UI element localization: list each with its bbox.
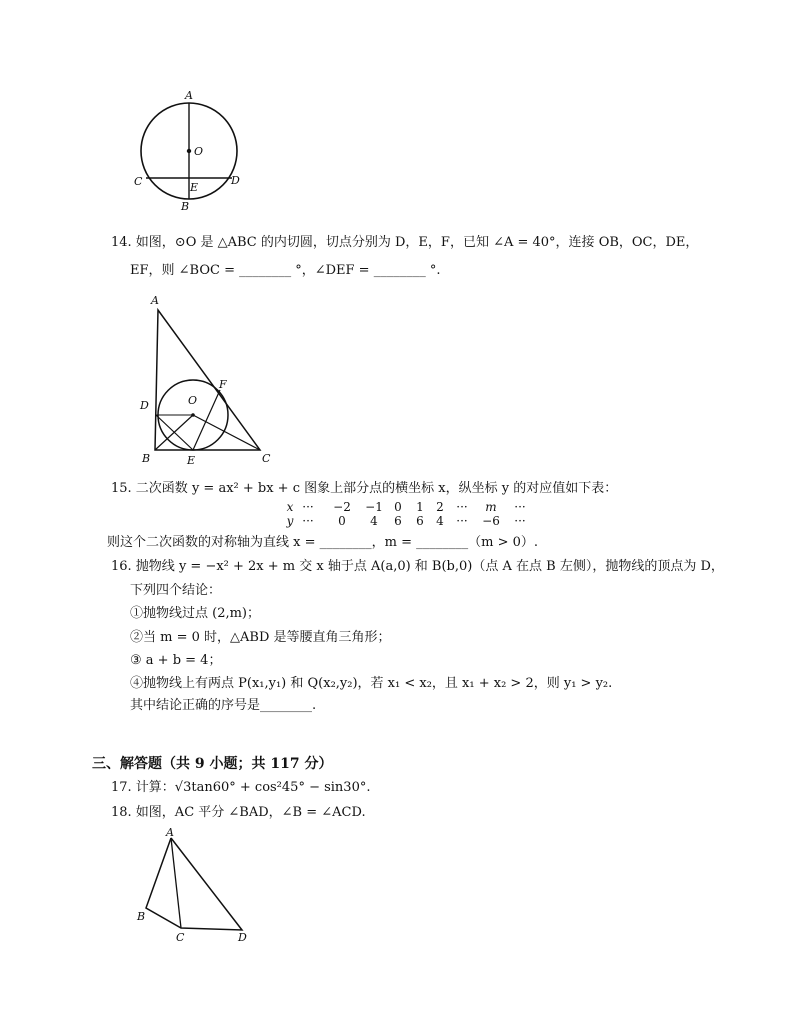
conclusion-1: ①抛物线过点 (2,m)； xyxy=(130,606,261,621)
table-x-cell: m xyxy=(485,500,497,514)
table-y-cell: 4 xyxy=(436,514,444,528)
table-x-cell: ··· xyxy=(302,500,314,514)
label-b: B xyxy=(142,452,151,465)
question-18: 18. 如图，AC 平分 ∠BAD，∠B = ∠ACD. xyxy=(111,805,366,820)
segment-ac xyxy=(171,838,181,928)
table-x-cell: 2 xyxy=(436,500,444,514)
label-c: C xyxy=(262,452,271,465)
table-y-cell: 0 xyxy=(338,514,346,528)
outline-abcd xyxy=(146,838,242,930)
label-d: D xyxy=(231,174,240,187)
label-a: A xyxy=(185,89,193,102)
question-14-line2: EF，则 ∠BOC = ________ °，∠DEF = ________ °. xyxy=(130,263,441,278)
label-b: B xyxy=(137,910,146,923)
question-16-line2: 下列四个结论： xyxy=(130,583,222,598)
label-d: D xyxy=(238,931,247,944)
question-16-line3: 其中结论正确的序号是________. xyxy=(130,698,317,713)
table-y-cell: ··· xyxy=(456,514,468,528)
table-y-cell: −6 xyxy=(482,514,500,528)
label-a: A xyxy=(166,826,174,839)
label-e: E xyxy=(187,454,196,467)
label-b: B xyxy=(181,200,190,213)
table-y-cell: 6 xyxy=(394,514,402,528)
conclusion-2: ②当 m = 0 时，△ABD 是等腰直角三角形； xyxy=(130,630,391,645)
table-x-cell: ··· xyxy=(514,500,526,514)
table-y-cell: y xyxy=(286,514,294,528)
table-x-cell: −2 xyxy=(333,500,351,514)
point-o xyxy=(191,413,195,417)
question-17: 17. 计算：√3tan60° + cos²45° − sin30°. xyxy=(111,780,371,795)
table-x-cell: ··· xyxy=(456,500,468,514)
center-point xyxy=(187,149,191,153)
table-x-cell: −1 xyxy=(365,500,383,514)
figure-circle-chord xyxy=(128,86,248,214)
segment-oc xyxy=(193,415,260,450)
table-y-cell: 4 xyxy=(370,514,378,528)
table-y-cell: 6 xyxy=(416,514,424,528)
label-c: C xyxy=(134,175,143,188)
label-d: D xyxy=(140,399,149,412)
question-15-line1: 15. 二次函数 y = ax² + bx + c 图象上部分点的横坐标 x，纵坐标 y 的对应值如下表： xyxy=(111,481,618,496)
label-f: F xyxy=(219,378,227,391)
label-c: C xyxy=(176,931,185,944)
table-x-cell: x xyxy=(286,500,294,514)
label-o: O xyxy=(194,145,204,158)
question-14-line1: 14. 如图，⊙O 是 △ABC 的内切圆，切点分别为 D，E，F，已知 ∠A = 40°，连接 OB，OC，DE， xyxy=(111,235,699,250)
value-table xyxy=(278,500,538,530)
table-x-cell: 0 xyxy=(394,500,402,514)
conclusion-4: ④抛物线上有两点 P(x₁,y₁) 和 Q(x₂,y₂)，若 x₁ < x₂，且 x₁ + x₂ > 2，则 y₁ > y₂. xyxy=(130,676,613,691)
label-e: E xyxy=(190,181,199,194)
figure-quadrilateral xyxy=(130,826,260,946)
table-x-cell: 1 xyxy=(416,500,424,514)
question-15-line2: 则这个二次函数的对称轴为直线 x = ________，m = ________（m > 0）. xyxy=(107,535,538,550)
question-16-line1: 16. 抛物线 y = −x² + 2x + m 交 x 轴于点 A(a,0) 和 B(b,0)（点 A 在点 B 左侧），抛物线的顶点为 D， xyxy=(111,559,724,574)
label-a: A xyxy=(151,294,159,307)
conclusion-3: ③ a + b = 4； xyxy=(130,653,222,668)
table-y-cell: ··· xyxy=(302,514,314,528)
label-o: O xyxy=(188,394,198,407)
table-y-cell: ··· xyxy=(514,514,526,528)
figure-triangle-incircle xyxy=(136,290,284,468)
section-heading: 三、解答题（共 9 小题；共 117 分） xyxy=(92,756,333,772)
